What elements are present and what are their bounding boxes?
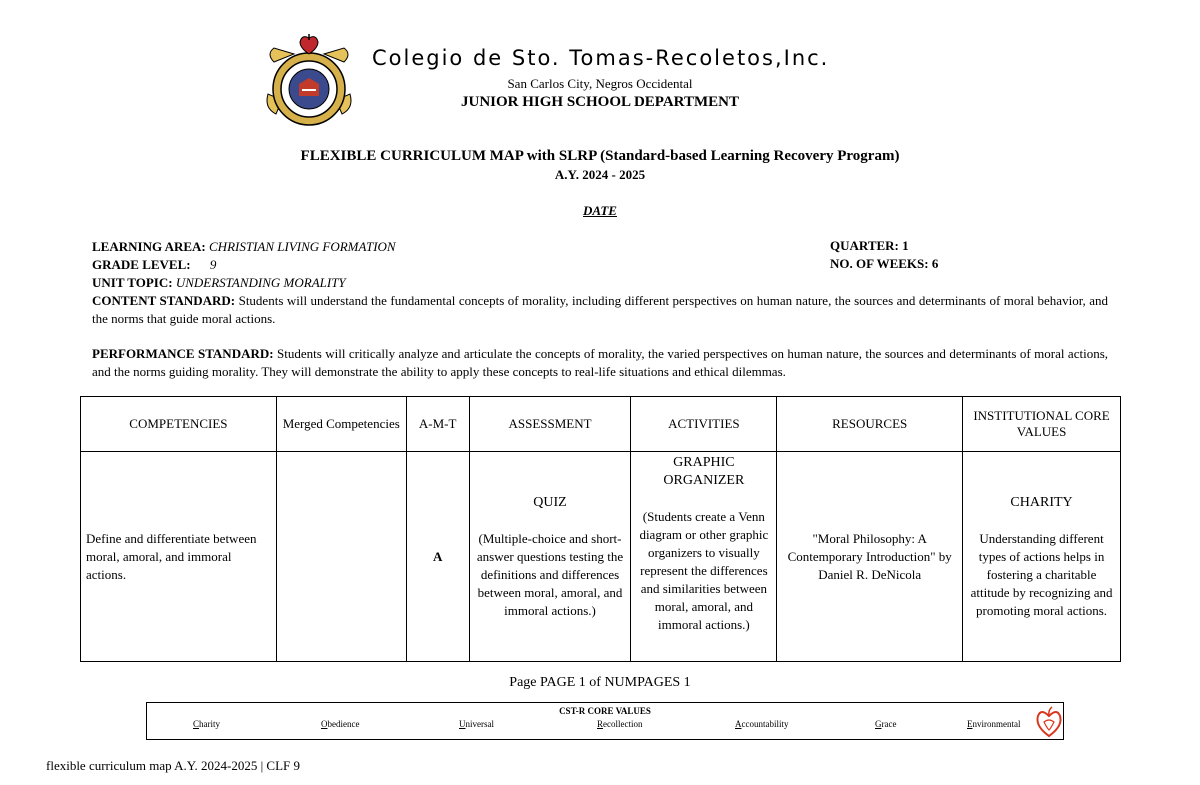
heart-apple-icon [1035,706,1063,738]
header-amt: A-M-T [406,397,469,452]
table-header-row [81,397,1121,452]
unit-topic-value: UNDERSTANDING MORALITY [175,275,346,290]
header-resources: RESOURCES [777,397,963,452]
grade-level [92,256,216,274]
core-value-item: Charity [193,719,221,729]
number-of-weeks: NO. OF WEEKS: 6 [830,256,939,271]
header-activities: ACTIVITIES [631,397,777,452]
amt-cell: A [406,452,469,662]
core-values-title: CST-R CORE VALUES [559,706,651,716]
assessment-cell [469,452,631,662]
content-standard-text: Students will understand the fundamental concepts of morality, including different perspectives on human nature, the sources and determinants of moral behavior, and the norms that guide moral actions. [92,293,1108,326]
content-standard [92,292,1108,328]
unit-topic-label: UNIT TOPIC: [92,275,173,290]
document-title: FLEXIBLE CURRICULUM MAP with SLRP (Standard-based Learning Recovery Program) [300,148,900,164]
department-title: JUNIOR HIGH SCHOOL DEPARTMENT [461,94,739,110]
table-row [81,452,1121,662]
assessment-title: QUIZ [533,494,567,510]
merged-cell [276,452,406,662]
learning-area-label: LEARNING AREA: [92,239,206,254]
core-values-cell [963,452,1121,662]
activities-cell [631,452,777,662]
page-number: Page PAGE 1 of NUMPAGES 1 [509,675,691,690]
core-values-box [146,702,1064,740]
learning-area-value: CHRISTIAN LIVING FORMATION [209,239,396,254]
value-title: CHARITY [1010,494,1073,510]
activity-text: (Students create a Venn diagram or other graphic organizers to visually represent the differences and similarities between moral, amoral, and immoral actions.) [639,509,769,632]
header-assessment: ASSESSMENT [469,397,631,452]
core-value-item: Recollection [597,719,643,729]
header-merged-competencies: Merged Competencies [276,397,406,452]
performance-standard [92,345,1108,381]
activity-title: GRAPHIC ORGANIZER [663,455,745,488]
school-name: Colegio de Sto. Tomas-Recoletos,Inc. [372,46,830,70]
document-footer: flexible curriculum map A.Y. 2024-2025 | CLF 9 [46,758,301,773]
performance-standard-text: Students will critically analyze and articulate the concepts of morality, the varied perspectives on human nature, the sources and determinants of moral actions, and the norms guiding morality. They will demonstrate the ability to apply these concepts to real-life situations and ethical dilemmas. [92,346,1109,379]
core-value-item: Accountability [735,719,789,729]
resources-cell: "Moral Philosophy: A Contemporary Introduction" by Daniel R. DeNicola [777,452,963,662]
date-label: DATE [583,203,617,218]
unit-topic [92,274,346,292]
academic-year: A.Y. 2024 - 2025 [554,167,646,182]
header-core-values: INSTITUTIONAL CORE VALUES [963,397,1121,452]
header-competencies: COMPETENCIES [81,397,277,452]
performance-standard-label: PERFORMANCE STANDARD: [92,346,274,361]
core-value-item: Grace [875,719,897,729]
core-value-item: Universal [459,719,494,729]
grade-level-value: 9 [209,257,217,272]
core-value-item: Obedience [321,719,360,729]
content-standard-label: CONTENT STANDARD: [92,293,236,308]
curriculum-map-table [80,396,1121,662]
core-value-item: Environmental [967,719,1021,729]
value-text: Understanding different types of actions helps in fostering a charitable attitude by recognizing and promoting moral actions. [970,530,1113,618]
quarter: QUARTER: 1 [830,238,909,253]
assessment-text: (Multiple-choice and short-answer questions testing the definitions and differences between moral, amoral, and immoral actions.) [476,530,624,618]
learning-area [92,238,396,256]
grade-level-label: GRADE LEVEL: [92,257,191,272]
school-location: San Carlos City, Negros Occidental [507,76,693,91]
competency-cell: Define and differentiate between moral, amoral, and immoral actions. [81,452,277,662]
